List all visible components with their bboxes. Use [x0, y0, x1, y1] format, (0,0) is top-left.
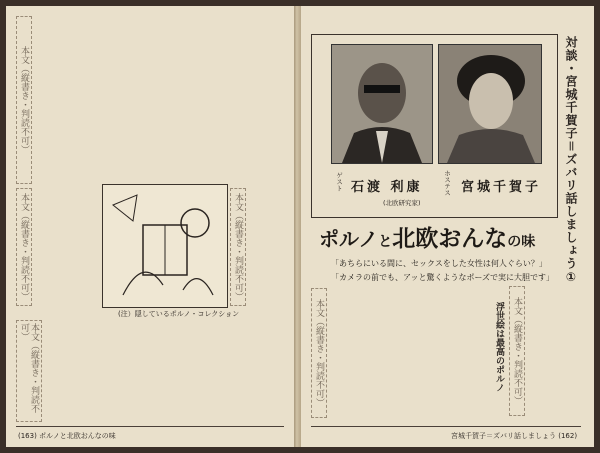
hostess-photo: [438, 44, 542, 164]
guest-role-label: ゲスト: [335, 172, 343, 192]
main-title-part-2: と: [378, 234, 393, 250]
right-page-folio: 宮城千賀子＝ズバリ話しましょう (162): [451, 432, 578, 440]
hostess-name: 宮城千賀子: [461, 180, 542, 195]
profile-text: 本文（縦書き・判読不可）: [509, 286, 581, 416]
main-title-part-4: の味: [507, 234, 536, 250]
left-body-text-mid-left: 本文（縦書き・判読不可）: [16, 188, 98, 306]
subhead-question-2: 「カメラの前でも、アッと驚くようなポーズで実に大胆です」: [331, 273, 555, 282]
guest-photo: [331, 44, 433, 164]
series-title: 対談・宮城千賀子＝ズバリ話しましょう①: [564, 36, 578, 286]
hostess-role-label: ホステス: [443, 170, 451, 196]
subhead-question-1: 「あちらにいる間に、セックスをした女性は何人ぐらい？」: [331, 259, 547, 268]
left-page-folio: (163) ポルノと北欧おんなの味: [18, 432, 116, 440]
main-title-part-1: ポルノ: [319, 227, 379, 251]
cartoon-illustration: [103, 185, 227, 307]
guest-name: 石渡 利康: [351, 180, 423, 195]
right-page: [301, 6, 594, 447]
left-body-text-mid-right: 本文（縦書き・判読不可）: [230, 188, 284, 306]
page-gutter: [294, 6, 301, 447]
highlight-heading: 浮世絵は最高のポルノ: [494, 302, 504, 392]
main-title: [319, 220, 535, 253]
illustration-caption: (注）隠しているポルノ・コレクション: [118, 310, 240, 318]
left-footer-rule: [16, 426, 284, 427]
right-footer-rule: [311, 426, 581, 427]
main-title-part-3: 北欧おんな: [392, 225, 508, 252]
left-body-text-top: 本文（縦書き・判読不可）: [16, 16, 284, 184]
left-body-text-bottom: 本文（縦書き・判読不可）: [16, 320, 284, 422]
right-body-text: 本文（縦書き・判読不可）: [311, 288, 487, 418]
guest-affiliation: (北欧研究家): [383, 199, 421, 207]
left-page: [6, 6, 294, 447]
illustration-box: [102, 184, 228, 308]
